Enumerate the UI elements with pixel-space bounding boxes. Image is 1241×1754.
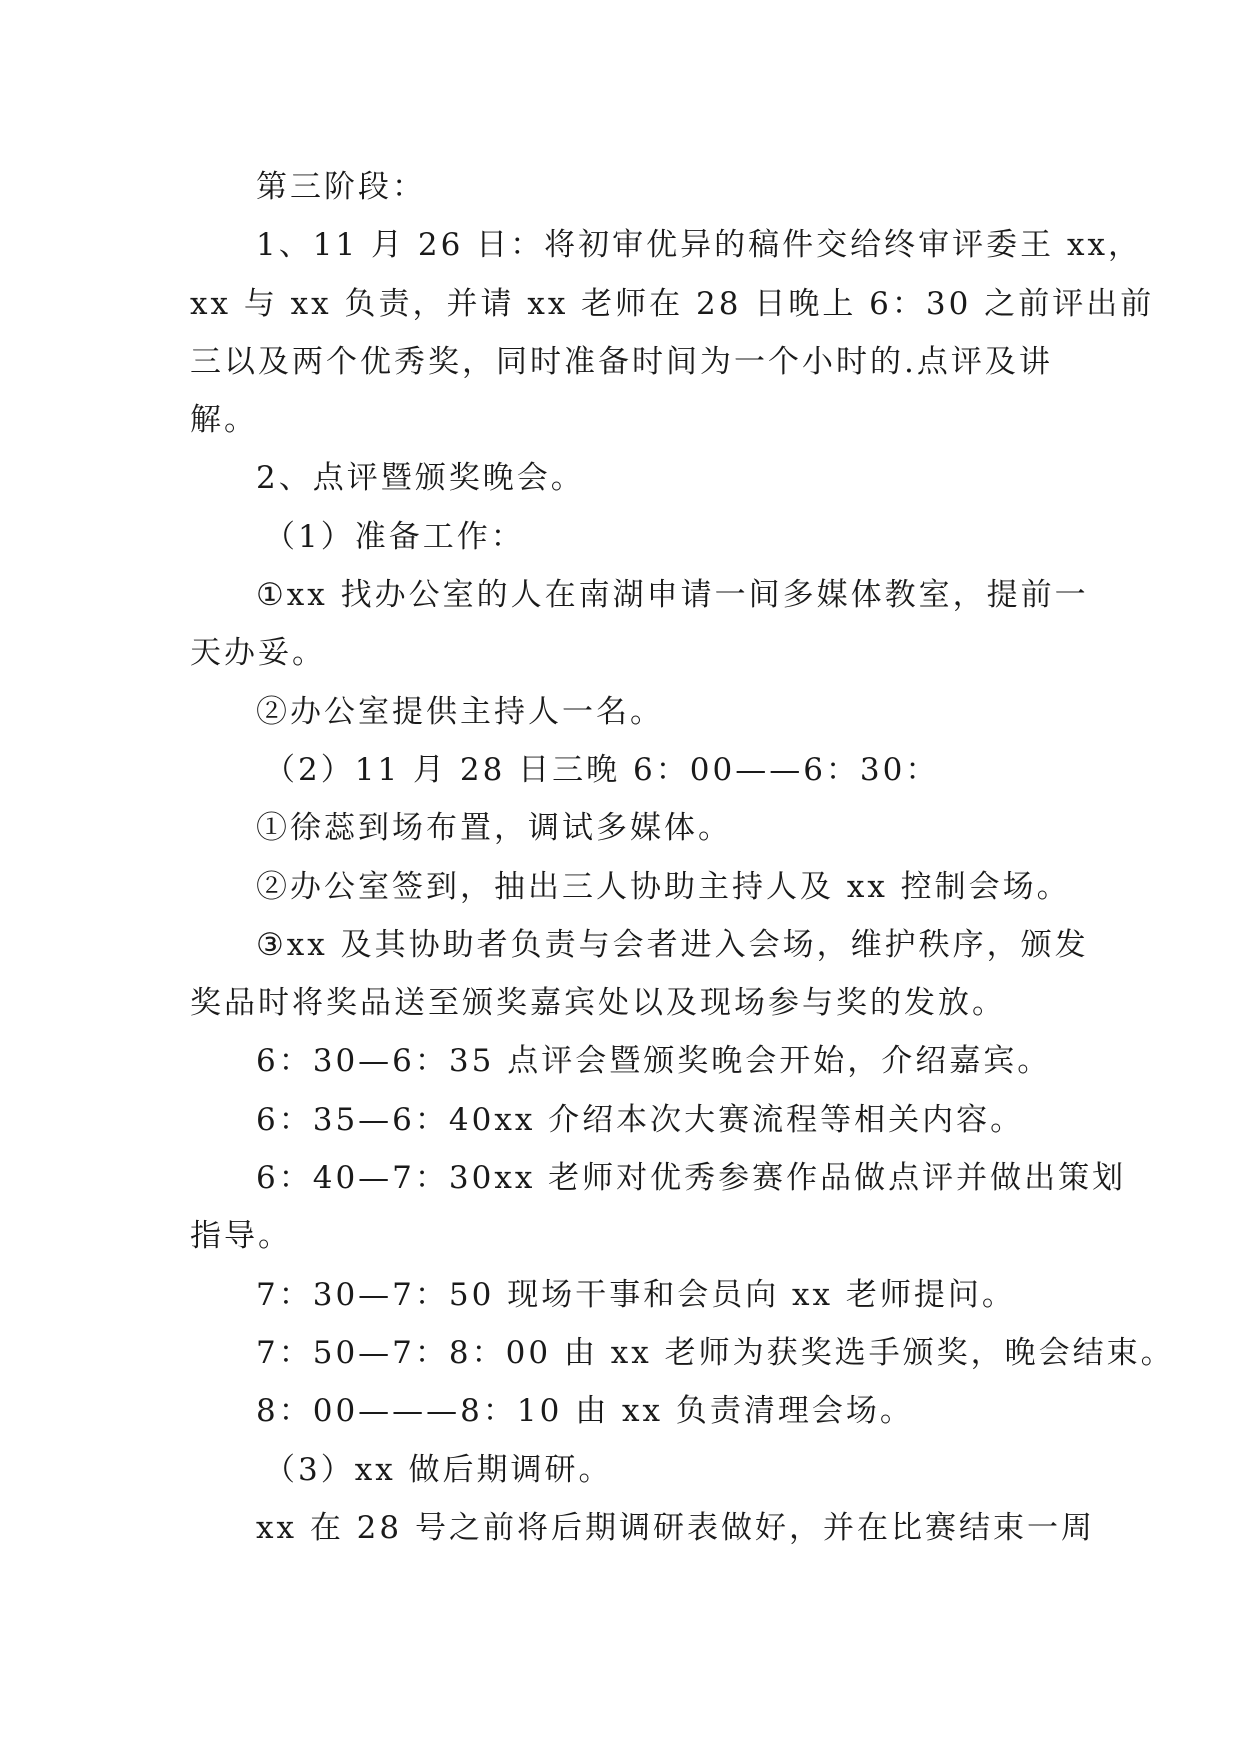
paragraph-line: 2、点评暨颁奖晚会。 <box>256 460 585 497</box>
paragraph-line: ③xx 及其协助者负责与会者进入会场，维护秩序，颁发 <box>256 926 1089 963</box>
paragraph-line: 三以及两个优秀奖，同时准备时间为一个小时的.点评及讲 <box>190 343 1053 380</box>
paragraph-line: ①xx 找办公室的人在南湖申请一间多媒体教室，提前一 <box>256 577 1089 614</box>
paragraph-line: 天办妥。 <box>190 635 326 672</box>
paragraph-line: 1、11 月 26 日：将初审优异的稿件交给终审评委王 xx， <box>256 227 1142 264</box>
paragraph-line: xx 在 28 号之前将后期调研表做好，并在比赛结束一周 <box>256 1509 1095 1546</box>
section-heading: 第三阶段： <box>256 169 426 205</box>
subheading-line: （3）xx 做后期调研。 <box>264 1451 613 1488</box>
paragraph-line: ①徐蕊到场布置，调试多媒体。 <box>256 810 732 847</box>
schedule-line: 8：00———8：10 由 xx 负责清理会场。 <box>256 1393 914 1430</box>
subheading-line: （2）11 月 28 日三晚 6：00——6：30： <box>264 751 940 788</box>
paragraph-line: ②办公室签到，抽出三人协助主持人及 xx 控制会场。 <box>256 868 1071 905</box>
schedule-line: 7：30—7：50 现场干事和会员向 xx 老师提问。 <box>256 1276 1016 1313</box>
schedule-line: 指导。 <box>190 1218 292 1255</box>
subheading-line: （1）准备工作： <box>264 518 525 555</box>
schedule-line: 6：35—6：40xx 介绍本次大赛流程等相关内容。 <box>256 1101 1025 1138</box>
schedule-line: 6：40—7：30xx 老师对优秀参赛作品做点评并做出策划 <box>256 1160 1127 1197</box>
schedule-line: 6：30—6：35 点评会暨颁奖晚会开始，介绍嘉宾。 <box>256 1043 1052 1080</box>
paragraph-line: ②办公室提供主持人一名。 <box>256 693 664 730</box>
paragraph-line: xx 与 xx 负责，并请 xx 老师在 28 日晚上 6：30 之前评出前 <box>190 285 1155 322</box>
paragraph-line: 奖品时将奖品送至颁奖嘉宾处以及现场参与奖的发放。 <box>190 985 1006 1022</box>
document-body <box>190 158 1175 1557</box>
paragraph-line: 解。 <box>190 402 258 439</box>
schedule-line: 7：50—7：8：00 由 xx 老师为获奖选手颁奖，晚会结束。 <box>256 1334 1175 1371</box>
